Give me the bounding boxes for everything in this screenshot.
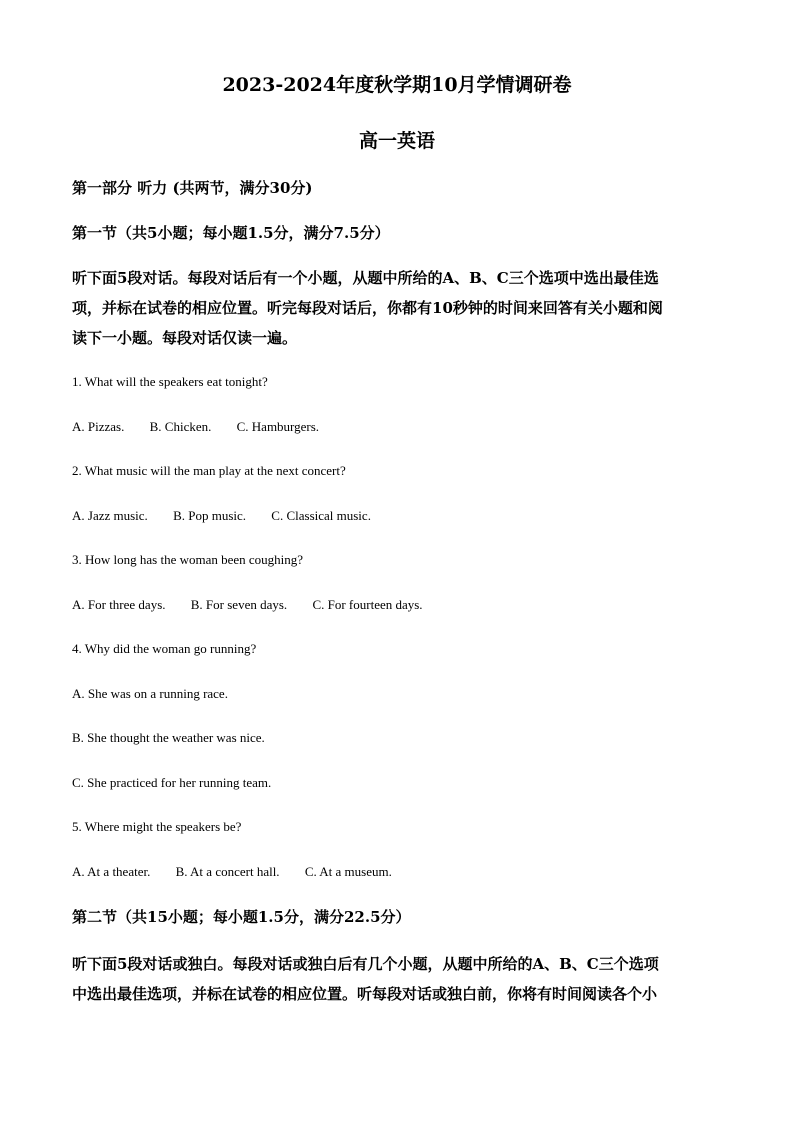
option-c: C. At a museum. [304, 864, 392, 879]
option-c: C. For fourteen days. [312, 597, 423, 612]
question-options-2 [72, 508, 371, 524]
option-a: A. Jazz music. [72, 508, 148, 523]
question-stem-2: 2. What music will the man play at the next concert? [72, 463, 346, 478]
question-stem-5: 5. Where might the speakers be? [72, 819, 242, 834]
option-b: B. At a concert hall. [175, 864, 280, 879]
question-stem-1: 1. What will the speakers eat tonight? [72, 374, 268, 389]
question-options-5 [72, 864, 392, 880]
section1-instruction-line: 项，并标在试卷的相应位置。听完每段对话后，你都有10秒钟的时间来回答有关小题和阅 [72, 299, 663, 317]
section2-heading: 第二节（共15小题；每小题1.5分，满分22.5分） [72, 908, 411, 926]
option-a: A. For three days. [72, 597, 166, 612]
option-b: B. For seven days. [190, 597, 288, 612]
exam-subject: 高一英语 [358, 130, 435, 152]
option-c: C. Classical music. [271, 508, 371, 523]
section1-instruction-line: 读下一小题。每段对话仅读一遍。 [72, 329, 298, 347]
option-b: B. She thought the weather was nice. [72, 730, 265, 745]
question-stem-4: 4. Why did the woman go running? [72, 641, 257, 656]
question-options-1 [72, 419, 319, 435]
section1-heading: 第一节（共5小题；每小题1.5分，满分7.5分） [72, 224, 390, 242]
option-a: A. At a theater. [72, 864, 151, 879]
option-c: C. Hamburgers. [236, 419, 320, 434]
part1-heading: 第一部分 听力 (共两节，满分30分) [72, 179, 313, 197]
option-b: B. Pop music. [173, 508, 247, 523]
section2-instruction-line: 中选出最佳选项，并标在试卷的相应位置。听每段对话或独白前，你将有时间阅读各个小 [72, 985, 658, 1003]
question-stem-3: 3. How long has the woman been coughing? [72, 552, 304, 567]
section1-instruction-line: 听下面5段对话。每段对话后有一个小题，从题中所给的A、B、C三个选项中选出最佳选 [72, 269, 659, 287]
option-b: B. Chicken. [149, 419, 212, 434]
exam-title: 2023-2024年度秋学期10月学情调研卷 [222, 74, 572, 96]
option-c: C. She practiced for her running team. [72, 775, 272, 790]
section2-instruction-line: 听下面5段对话或独白。每段对话或独白后有几个小题，从题中所给的A、B、C三个选项 [72, 955, 659, 973]
question-options-3 [72, 597, 423, 613]
option-a: A. She was on a running race. [72, 686, 228, 701]
option-a: A. Pizzas. [72, 419, 125, 434]
